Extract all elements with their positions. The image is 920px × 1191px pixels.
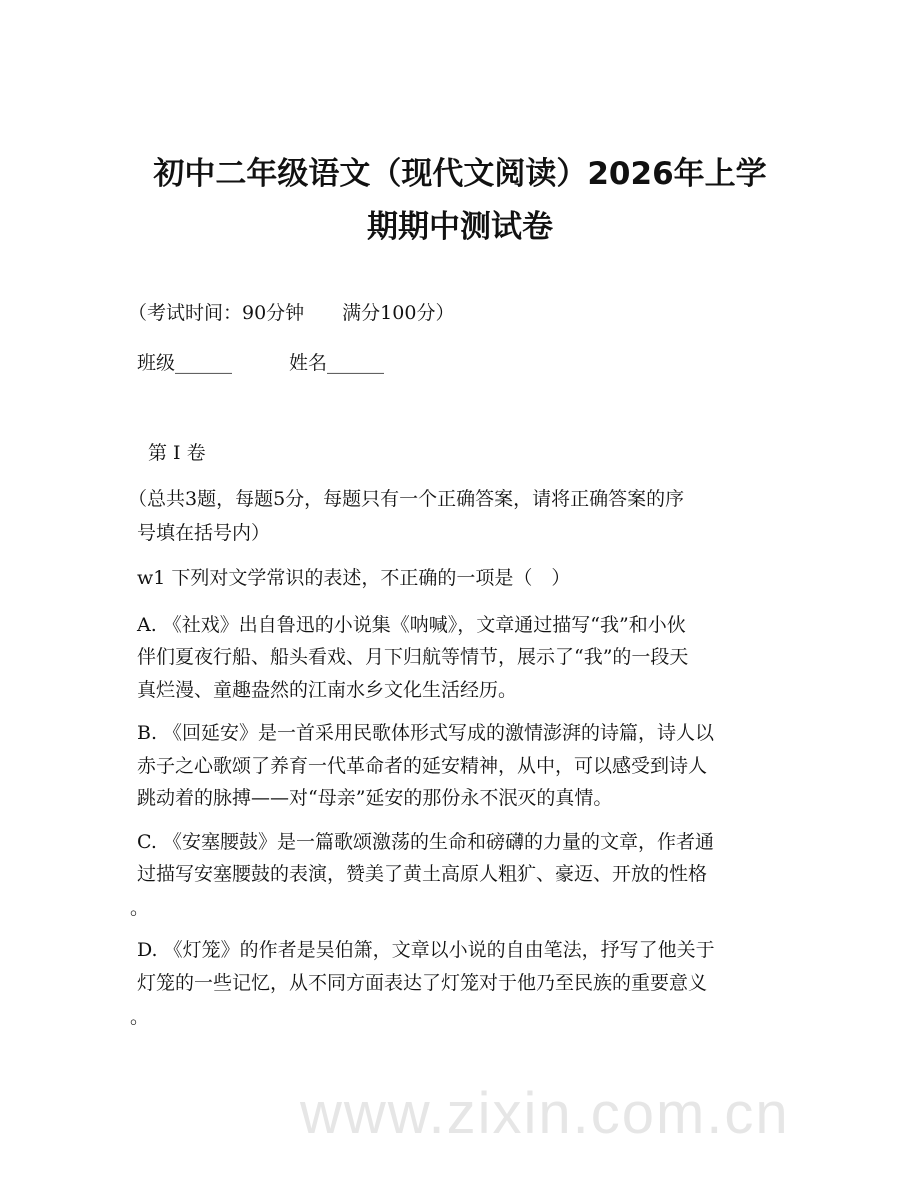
instructions-line: （总共3题，每题5分，每题只有一个正确答案，请将正确答案的序 — [128, 488, 685, 510]
option-a-line: 伴们夏夜行船、船头看戏、月下归航等情节，展示了“我”的一段天 — [137, 646, 689, 668]
option-b-line: 赤子之心歌颂了养育一代革命者的延安精神，从中，可以感受到诗人 — [137, 755, 708, 777]
document-title-line1: 初中二年级语文（现代文阅读）2026年上学 — [153, 156, 767, 192]
option-c-line: C. 《安塞腰鼓》是一篇歌颂激荡的生命和磅礴的力量的文章，作者通 — [137, 831, 714, 853]
option-b-line: B. 《回延安》是一首采用民歌体形式写成的激情澎湃的诗篇，诗人以 — [137, 722, 715, 744]
option-a-line: 真烂漫、童趣盎然的江南水乡文化生活经历。 — [137, 679, 518, 701]
class-name-fields: 班级______ 姓名______ — [137, 352, 385, 374]
option-d-line: 灯笼的一些记忆，从不同方面表达了灯笼对于他乃至民族的重要意义 — [137, 972, 708, 994]
option-c-line: 。 — [130, 897, 150, 919]
option-d-line: 。 — [130, 1006, 150, 1028]
option-c-line: 过描写安塞腰鼓的表演，赞美了黄土高原人粗犷、豪迈、开放的性格 — [137, 863, 708, 885]
watermark: www.zixin.com.cn — [300, 1081, 790, 1146]
option-d-line: D. 《灯笼》的作者是吴伯箫，文章以小说的自由笔法，抒写了他关于 — [137, 939, 715, 961]
question-stem: w1 下列对文学常识的表述，不正确的一项是（ ） — [137, 567, 571, 589]
document-title-line2: 期期中测试卷 — [367, 209, 553, 245]
option-a-line: A. 《社戏》出自鲁迅的小说集《呐喊》，文章通过描写“我”和小伙 — [137, 614, 686, 636]
instructions-line: 号填在括号内） — [137, 522, 271, 544]
exam-info: （考试时间：90分钟 满分100分） — [128, 302, 455, 324]
section-heading: 第 I 卷 — [148, 442, 206, 464]
option-b-line: 跳动着的脉搏——对“母亲”延安的那份永不泯灭的真情。 — [137, 787, 613, 809]
